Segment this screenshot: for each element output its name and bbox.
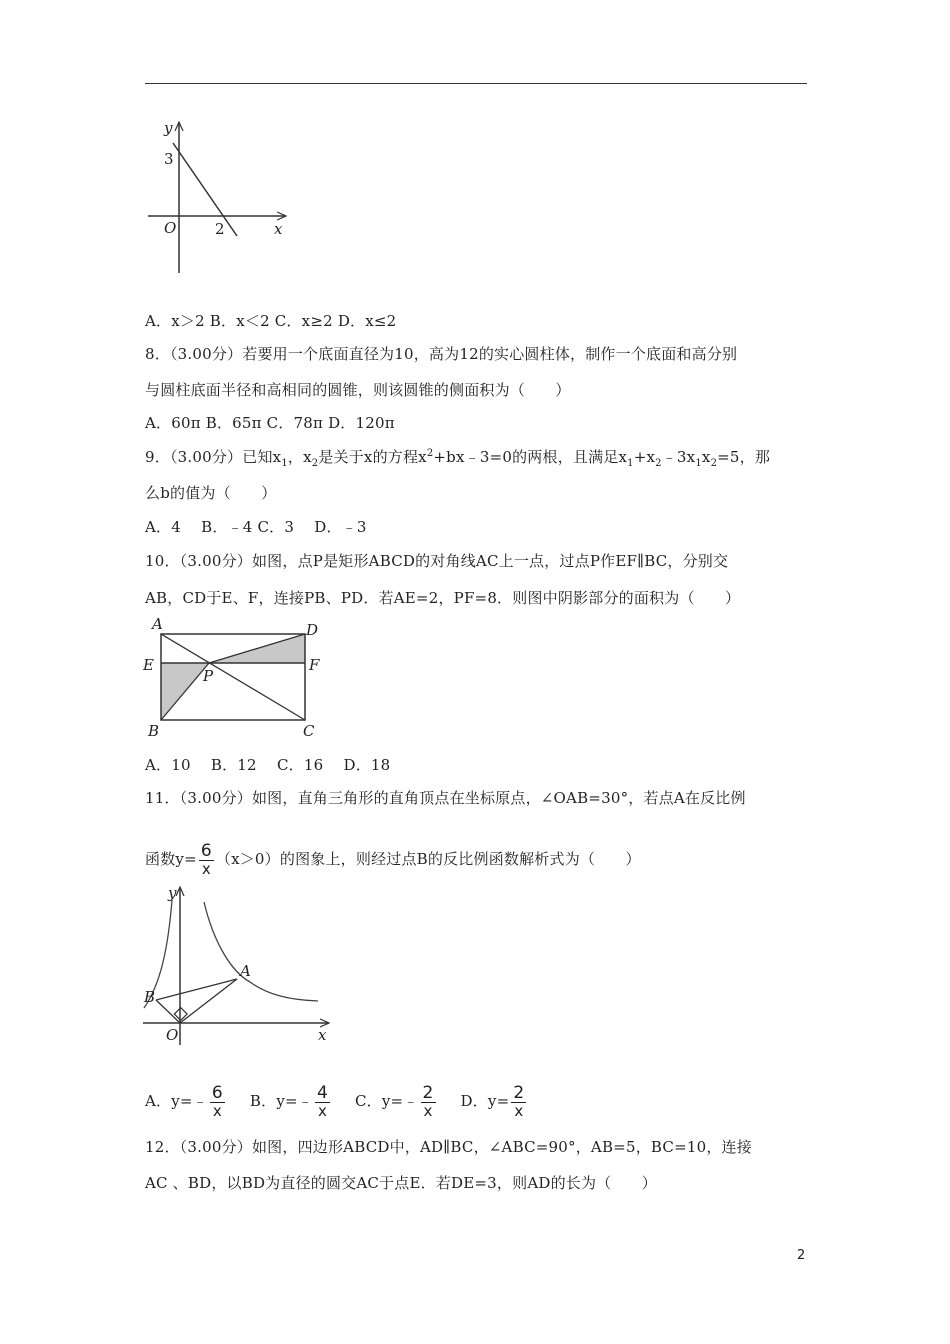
- q7-origin-label: O: [164, 219, 177, 237]
- q10-rectangle-figure: [140, 615, 330, 745]
- q11-option-D: D．y= $\frac{2}{x}$: [460, 1083, 525, 1120]
- q11-options: [145, 1081, 528, 1121]
- q10-label-B: B: [148, 722, 160, 740]
- q10-label-C: C: [303, 722, 315, 740]
- q10-options: A．10 B．12 C．16 D．18: [145, 756, 391, 774]
- q12-line1: 12．（3.00分）如图，四边形ABCD中，AD∥BC，∠ABC=90°，AB=5，BC=10，连接: [145, 1138, 752, 1156]
- q11-label-y: y: [168, 884, 177, 902]
- q11-fraction: $\frac{6}{x}$: [200, 841, 212, 878]
- q9-options: A．4 B．﹣4 C．3 D．﹣3: [145, 518, 367, 536]
- q8-options: A．60π B．65π C．78π D．120π: [145, 414, 395, 432]
- q12-line2: AC 、BD，以BD为直径的圆交AC于点E．若DE=3，则AD的长为（ ）: [145, 1174, 657, 1192]
- q11-line1: 11．（3.00分）如图，直角三角形的直角顶点在坐标原点，∠OAB=30°，若点A在反比例: [145, 789, 746, 807]
- q11-label-B: B: [144, 988, 156, 1006]
- q11-option-B: B．y=﹣ $\frac{4}{x}$: [249, 1083, 328, 1120]
- header-rule: [145, 83, 807, 84]
- q10-label-D: D: [306, 621, 319, 639]
- q9-line2: 么b的值为（ ）: [145, 484, 277, 502]
- q10-label-A: A: [152, 615, 163, 633]
- q8-line2: 与圆柱底面半径和高相同的圆锥，则该圆锥的侧面积为（ ）: [145, 381, 571, 399]
- q11-label-x: x: [318, 1026, 327, 1044]
- q7-x-intercept-label: 2: [215, 220, 225, 238]
- q11-label-A: A: [240, 962, 251, 980]
- q11-option-A: A．y=﹣ $\frac{6}{x}$: [145, 1083, 223, 1120]
- q7-line-graph: [140, 115, 310, 280]
- q9-line1: 9．（3.00分）已知$x_1$，$x_2$是关于x的方程$x^2+bx﹣3=0$的两根，且满足$x_1+x_2﹣3x_1x_2=5$，那: [145, 448, 771, 469]
- q11-line2: 函数y= $\frac{6}{x}$ （x＞0）的图象上，则经过点B的反比例函数解析式为（ ）: [145, 841, 641, 878]
- q8-line1: 8．（3.00分）若要用一个底面直径为10，高为12的实心圆柱体，制作一个底面和高分别: [145, 345, 738, 363]
- q7-options: A．x＞2 B．x＜2 C．x≥2 D．x≤2: [145, 312, 397, 330]
- q10-label-F: F: [309, 656, 320, 674]
- q7-x-label: x: [274, 220, 283, 238]
- q11-segment-OA: [180, 979, 237, 1023]
- q10-label-P: P: [203, 667, 214, 685]
- q7-y-label: y: [164, 119, 173, 137]
- q7-function-line: [173, 143, 237, 236]
- q11-option-C: C．y=﹣ $\frac{2}{x}$: [354, 1083, 434, 1120]
- q11-curve-first-quadrant: [204, 902, 318, 1001]
- q11-segment-AB: [156, 979, 237, 1000]
- q11-inverse-function-figure: [140, 880, 335, 1050]
- q11-label-O: O: [166, 1026, 179, 1044]
- q7-y-intercept-label: 3: [164, 150, 174, 168]
- q10-label-E: E: [143, 656, 154, 674]
- q10-line2: AB，CD于E、F，连接PB、PD．若AE=2，PF=8．则图中阴影部分的面积为（ ）: [145, 589, 741, 607]
- page-number: 2: [797, 1248, 806, 1263]
- q10-line1: 10．（3.00分）如图，点P是矩形ABCD的对角线AC上一点，过点P作EF∥BC，分别交: [145, 552, 729, 570]
